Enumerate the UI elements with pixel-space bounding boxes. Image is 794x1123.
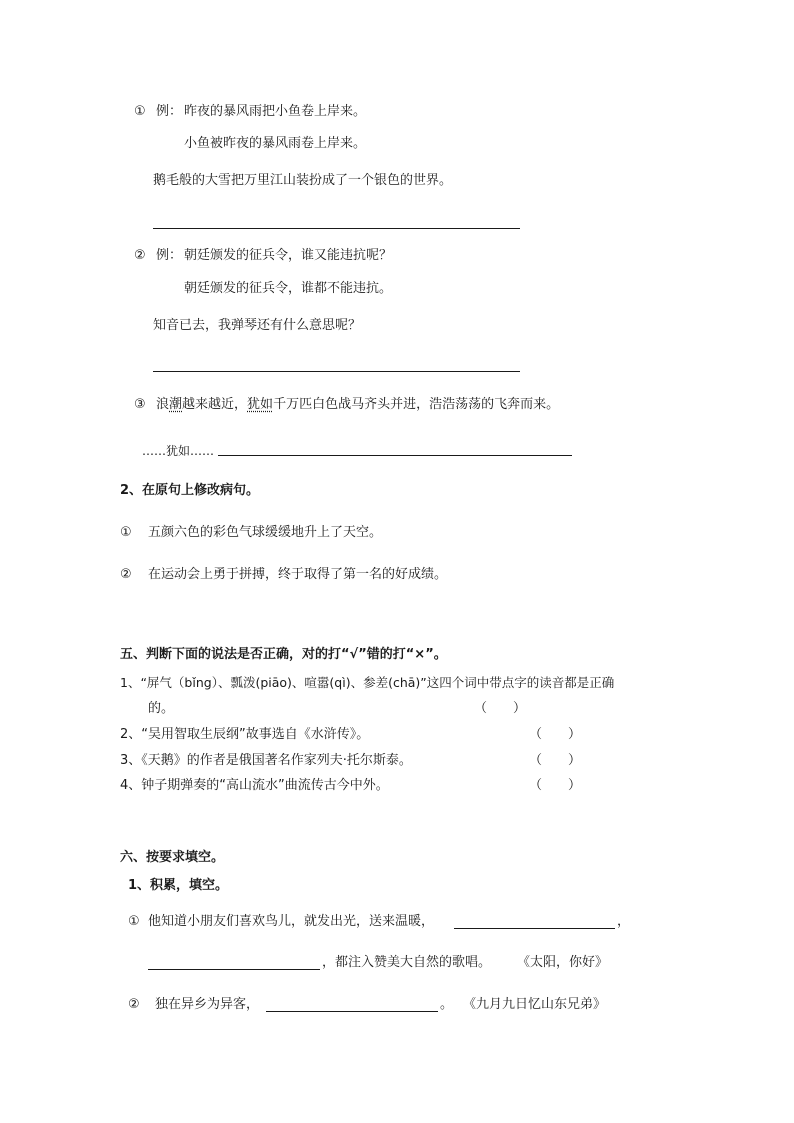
q1-example-result: 小鱼被昨夜的暴风雨卷上岸来。 (184, 136, 367, 151)
q2-example-result: 朝廷颁发的征兵令，谁都不能违抗。 (184, 281, 393, 296)
fill-q1-line2-suffix: ，都注入赞美大自然的歌唱。 (322, 955, 492, 970)
fill-q2-marker: ② (128, 997, 140, 1012)
q1-answer-line[interactable] (153, 228, 520, 229)
fill-q1-source: 《太阳，你好》 (517, 955, 609, 970)
q3-text-mid: 越来越近， (182, 397, 248, 412)
judge-item-3-bracket[interactable]: （ ） (529, 753, 582, 768)
q3-dotted-word-1: 潮 (169, 397, 183, 412)
q1-example-sentence: 昨夜的暴风雨把小鱼卷上岸来。 (184, 104, 367, 119)
fill-q1-blank-1[interactable] (454, 928, 615, 929)
judge-item-4: 4、钟子期弹奏的“高山流水”曲流传古今中外。 (120, 778, 389, 793)
q2-marker: ② (134, 248, 146, 263)
sub2-item-1-text: 五颜六色的彩色气球缓缓地升上了天空。 (148, 525, 383, 540)
sub2-title: 2、在原句上修改病句。 (120, 483, 260, 498)
section6-title: 六、按要求填空。 (120, 850, 225, 865)
fill-q2-text: 独在异乡为异客， (155, 997, 260, 1012)
fill-q2-source: 《九月九日忆山东兄弟》 (463, 997, 607, 1012)
q3-text-after: 千万匹白色战马齐头并进，浩浩荡荡的飞奔而来。 (273, 397, 560, 412)
q2-answer-line[interactable] (153, 371, 520, 372)
fill-q2-period: 。 (440, 997, 454, 1012)
q1-marker: ① (134, 104, 146, 119)
q3-dotted-word-2: 犹如 (247, 397, 274, 412)
judge-item-1: 1、“屏气（bǐng）、瓢泼(piāo)、喧嚣(qì)、参差(chā)”这四个词中带点字的读音都是正确 (120, 675, 615, 690)
judge-item-1-cont: 的。 (148, 701, 175, 716)
q1-example-label: 例： (156, 104, 183, 119)
q1-task-sentence: 鹅毛般的大雪把万里江山装扮成了一个银色的世界。 (153, 173, 453, 188)
fill-q1-text: 他知道小朋友们喜欢鸟儿，就发出光，送来温暖， (148, 914, 435, 929)
section5-title: 五、判断下面的说法是否正确，对的打“√”错的打“×”。 (120, 647, 447, 662)
section6-sub1-title: 1、积累，填空。 (128, 878, 229, 893)
sub2-item-2-marker: ② (120, 567, 132, 582)
fill-q1-marker: ① (128, 914, 140, 929)
fill-q1-blank-2[interactable] (148, 969, 320, 970)
judge-item-1-bracket[interactable]: （ ） (474, 701, 527, 716)
fill-q1-comma: ， (617, 914, 631, 929)
q3-sentence (156, 397, 559, 413)
fill-q2-blank[interactable] (266, 1011, 438, 1012)
q2-example-label: 例： (156, 248, 183, 263)
sub2-item-2-text: 在运动会上勇于拼搏，终于取得了第一名的好成绩。 (148, 567, 448, 582)
sub2-item-1-marker: ① (120, 525, 132, 540)
judge-item-3: 3、《天鹅》的作者是俄国著名作家列夫·托尔斯泰。 (120, 753, 412, 768)
judge-item-4-bracket[interactable]: （ ） (529, 778, 582, 793)
q3-answer-line[interactable] (218, 455, 572, 456)
q3-marker: ③ (134, 397, 146, 412)
q3-prompt: ……犹如…… (142, 444, 215, 458)
q2-example-sentence: 朝廷颁发的征兵令，谁又能违抗呢？ (184, 248, 393, 263)
q2-task-sentence: 知音已去，我弹琴还有什么意思呢？ (153, 318, 362, 333)
judge-item-2: 2、“吴用智取生辰纲”故事选自《水浒传》。 (120, 727, 370, 742)
q3-text-before: 浪 (156, 397, 170, 412)
judge-item-2-bracket[interactable]: （ ） (529, 727, 582, 742)
